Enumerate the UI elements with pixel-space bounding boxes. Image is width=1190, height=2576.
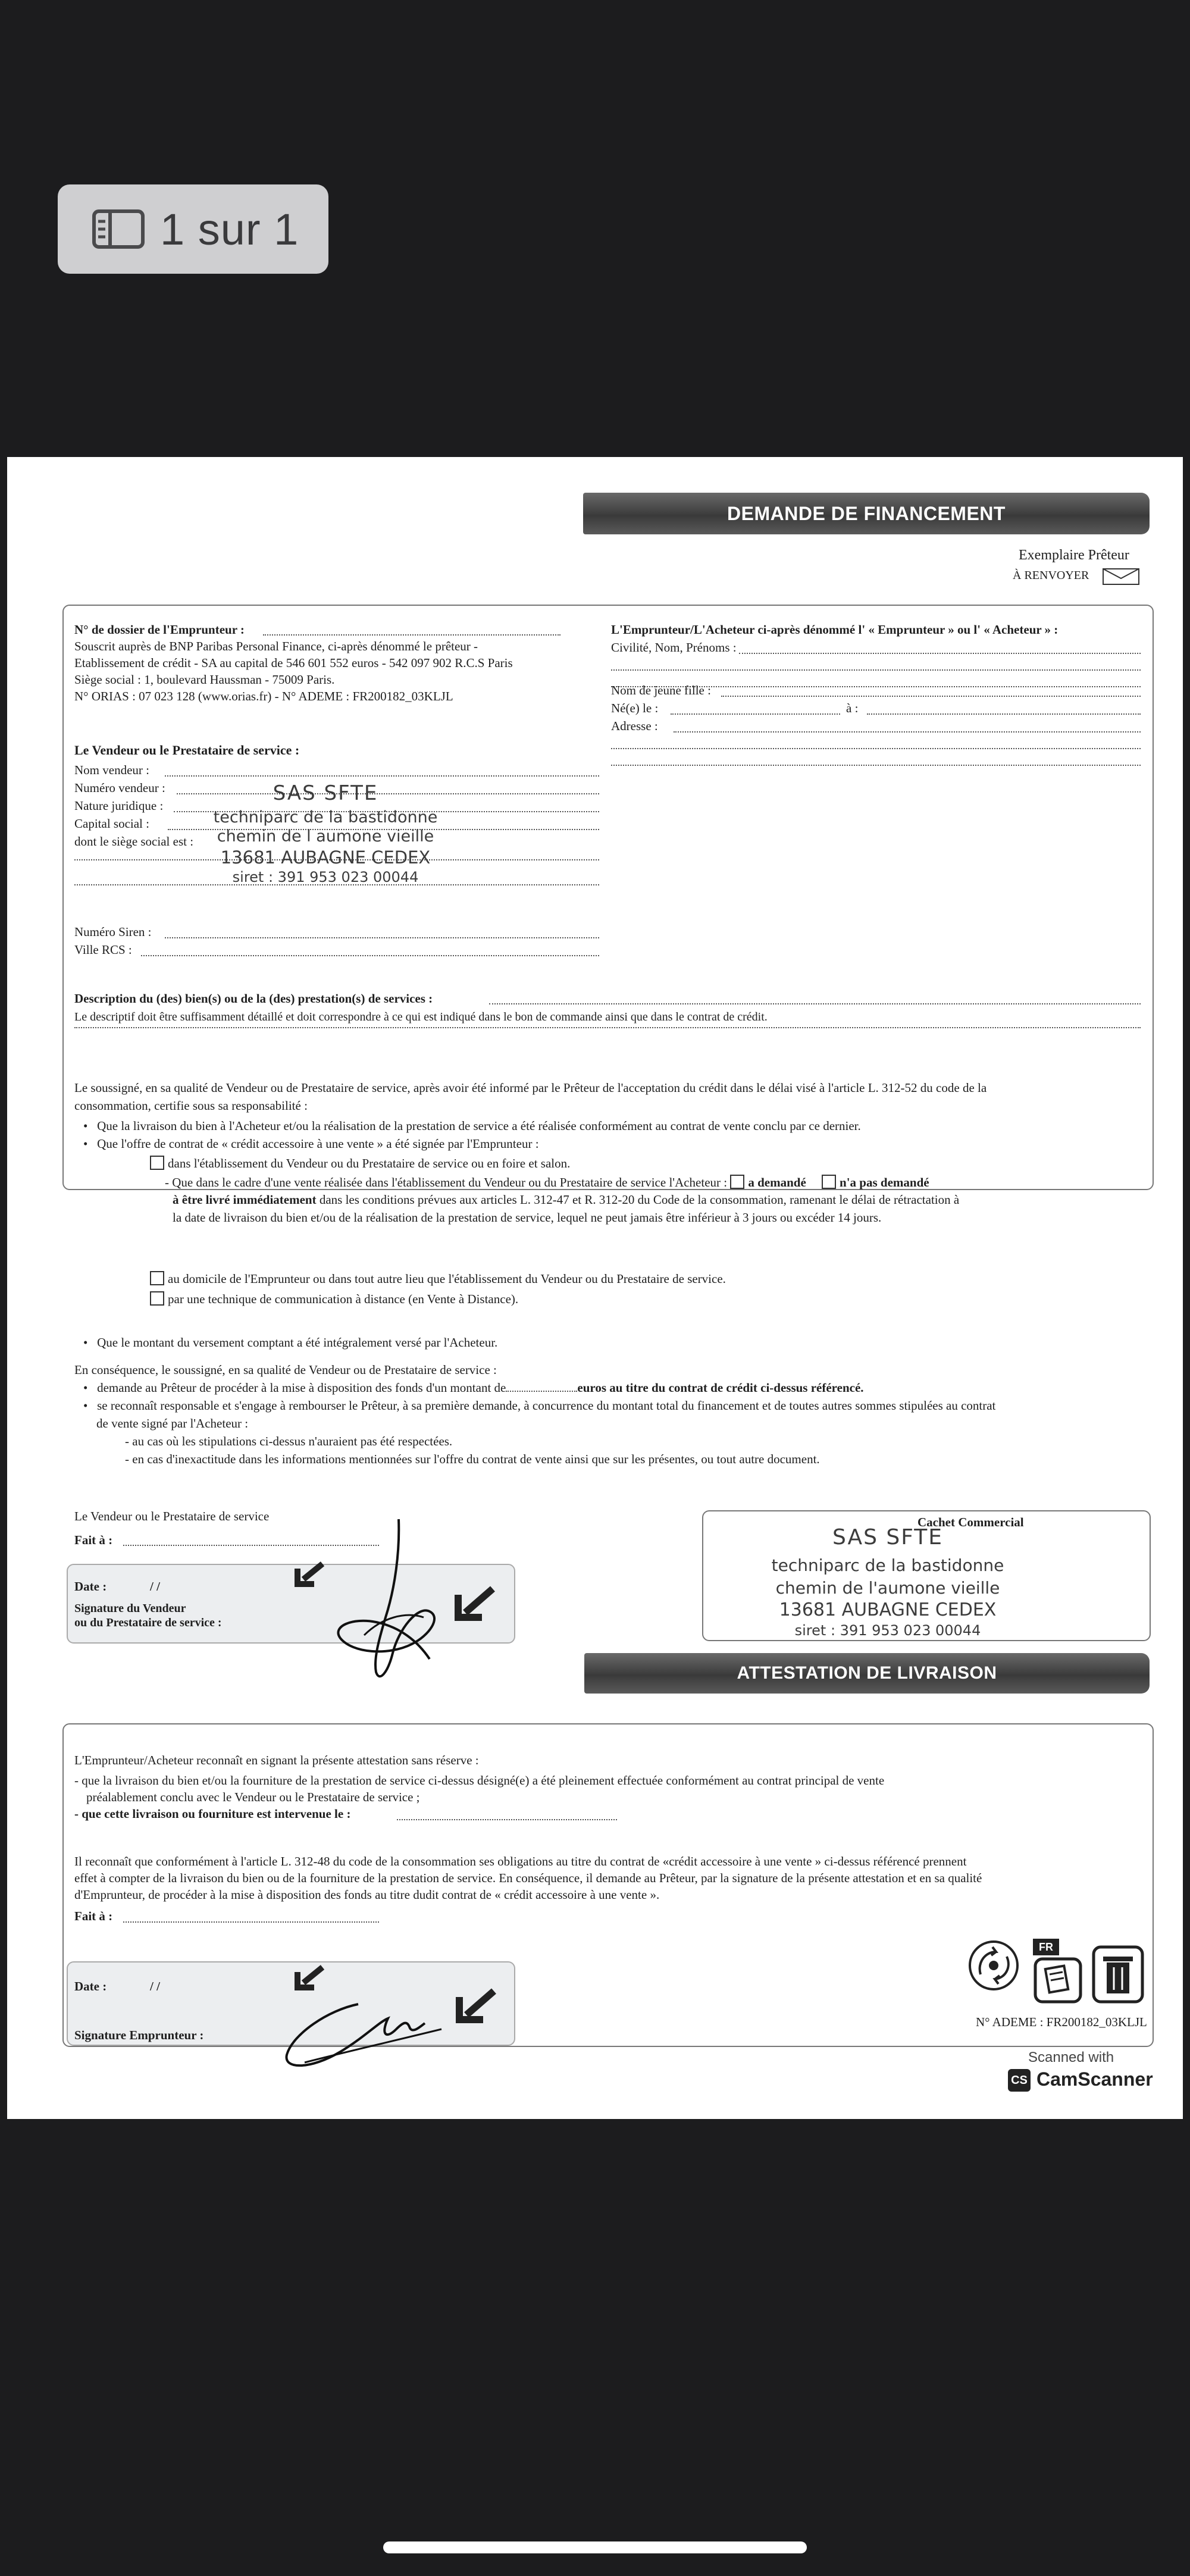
cachet-stamp-line-1: techniparc de la bastidonne	[771, 1555, 1004, 1575]
vendeur-field-siege: dont le siège social est :	[74, 834, 194, 849]
adresse-line-3[interactable]	[611, 765, 1141, 766]
siren-line[interactable]	[165, 937, 599, 938]
civilite-line-2[interactable]	[611, 669, 1141, 671]
consequence-2b: de vente signé par l'Acheteur :	[96, 1416, 249, 1431]
cert-intro-1: Le soussigné, en sa qualité de Vendeur ou de Prestataire de service, après avoir été informé par le Prêteur de l'acceptation du crédit dans le délai visé à l'article L. 312-52 du code de la	[74, 1081, 987, 1095]
vendeur-nom-line[interactable]	[165, 775, 599, 777]
envelope-icon	[1102, 568, 1140, 586]
vendeur-field-capital: Capital social :	[74, 816, 149, 831]
vendeur-stamp-name: SAS SFTE	[273, 781, 378, 805]
scanned-document	[7, 457, 1183, 2119]
vendor-signature-label-2: ou du Prestataire de service :	[74, 1616, 222, 1629]
attestation-band: ATTESTATION DE LIVRAISON	[584, 1653, 1150, 1694]
a-demande-label: a demandé	[748, 1175, 806, 1190]
option-sub-1-text: - Que dans le cadre d'une vente réalisée dans l'établissement du Vendeur ou du Prestataire de service l'Acheteur :	[165, 1175, 728, 1190]
cert-bullet-1-text: Que la livraison du bien à l'Acheteur et/ou la réalisation de la prestation de service a été réalisée conformément au contrat de vente conclu par ce dernier.	[97, 1119, 861, 1133]
option-distance-text: par une technique de communication à distance (en Vente à Distance).	[168, 1292, 519, 1306]
option-sub-2-text: dans les conditions prévues aux articles L. 312-47 et R. 312-20 du Code de la consommation, ramenant le délai de rétractation à	[319, 1192, 960, 1207]
consequence-1-tail: euros au titre du contrat de crédit ci-dessus référencé.	[577, 1381, 864, 1395]
option-domicile-text: au domicile de l'Emprunteur ou dans tout autre lieu que l'établissement du Vendeur ou du Prestataire de service.	[168, 1272, 726, 1286]
exemplaire-label: Exemplaire Prêteur	[1019, 547, 1129, 563]
adresse-line[interactable]	[674, 731, 1141, 733]
camscanner-brand: CamScanner	[1036, 2068, 1153, 2090]
option-sub-3: la date de livraison du bien et/ou de la réalisation de la prestation de service, lequel ne peut jamais être inférieur à 3 jours ou excéder 14 jours.	[173, 1210, 882, 1225]
cachet-title: Cachet Commercial	[917, 1515, 1024, 1529]
consequence-1: • demande au Prêteur de procéder à la mise à disposition des fonds d'un montant de euros au titre du contrat de crédit ci-dessus référencé.	[83, 1381, 864, 1395]
consequence-text: En conséquence, le soussigné, en sa qualité de Vendeur ou de Prestataire de service :	[74, 1363, 497, 1377]
cert-intro-2: consommation, certifie sous sa responsabilité :	[74, 1098, 308, 1113]
option-sub-1	[165, 1175, 929, 1190]
rcs-line[interactable]	[141, 955, 599, 956]
option-etablissement[interactable]	[150, 1156, 570, 1171]
vendeur-field-numero: Numéro vendeur :	[74, 781, 165, 795]
renvoyer-label: À RENVOYER	[1013, 569, 1089, 582]
cachet-stamp-line-3: 13681 AUBAGNE CEDEX	[779, 1600, 997, 1620]
cachet-stamp-name: SAS SFTE	[832, 1525, 944, 1550]
cert-bullet-3-text: Que le montant du versement comptant a été intégralement versé par l'Acheteur.	[97, 1335, 498, 1350]
sign-here-arrow-icon-4	[455, 1984, 502, 2026]
vendor-fait-a: Fait à :	[74, 1533, 113, 1547]
attestation-date-slashes: / /	[150, 1979, 160, 1993]
attestation-p1: L'Emprunteur/Acheteur reconnaît en signant la présente attestation sans réserve :	[74, 1753, 479, 1767]
option-domicile-checkbox[interactable]	[150, 1271, 164, 1285]
pages-icon	[92, 209, 145, 249]
ne-le-line[interactable]	[671, 713, 840, 715]
vendeur-field-nom: Nom vendeur :	[74, 763, 149, 777]
emprunteur-handwritten-signature	[269, 1992, 447, 2076]
consequence-2-text: se reconnaît responsable et s'engage à rembourser le Prêteur, à sa première demande, à concurrence du montant total du financement et de toutes autres sommes stipulées au contrat	[97, 1398, 996, 1413]
option-sub-2	[173, 1192, 959, 1207]
na-pas-demande-label: n'a pas demandé	[840, 1175, 929, 1190]
description-line[interactable]	[489, 1003, 1141, 1004]
livre-immediatement-text: à être livré immédiatement	[173, 1192, 317, 1207]
page-indicator-label: 1 sur 1	[160, 204, 299, 254]
attestation-fait-a-line[interactable]	[123, 1921, 379, 1923]
cert-bullet-1: • Que la livraison du bien à l'Acheteur et/ou la réalisation de la prestation de service a été réalisée conformément au contrat de vente conclu par ce dernier.	[83, 1119, 861, 1133]
vendor-sign-title: Le Vendeur ou le Prestataire de service	[74, 1509, 270, 1523]
cachet-stamp-line-2: chemin de l'aumone vieille	[775, 1578, 1000, 1598]
na-pas-demande-checkbox[interactable]	[822, 1175, 836, 1189]
lender-line-4: N° ORIAS : 07 023 128 (www.orias.fr) - N° ADEME : FR200182_03KLJL	[74, 689, 453, 703]
sign-here-arrow-icon-2	[453, 1582, 501, 1623]
vendor-signature-label-1: Signature du Vendeur	[74, 1602, 186, 1615]
cert-bullet-3: • Que le montant du versement comptant a été intégralement versé par l'Acheteur.	[83, 1335, 498, 1350]
emprunteur-field-jeune-fille: Nom de jeune fille :	[611, 683, 711, 697]
cachet-stamp-siret: siret : 391 953 023 00044	[794, 1622, 981, 1639]
emprunteur-field-adresse: Adresse :	[611, 719, 658, 733]
paper-recycle-icon	[1033, 1957, 1083, 2004]
emprunteur-signature-label: Signature Emprunteur :	[74, 2028, 204, 2042]
recycle-bin-icon	[1091, 1945, 1145, 2004]
consequence-1-text: demande au Prêteur de procéder à la mise à disposition des fonds d'un montant de	[97, 1381, 506, 1395]
attestation-fait-a: Fait à :	[74, 1909, 113, 1923]
page-indicator[interactable]	[58, 184, 328, 274]
attestation-p4a: Il reconnaît que conformément à l'article L. 312-48 du code de la consommation ses obligations au titre du contrat de «crédit accessoire à une vente » ci-dessus référencé prennent	[74, 1854, 967, 1868]
a-demande-checkbox[interactable]	[730, 1175, 744, 1189]
option-domicile[interactable]	[150, 1271, 726, 1287]
consequence-2: • se reconnaît responsable et s'engage à rembourser le Prêteur, à sa première demande, à concurrence du montant total du financement et de toutes autres sommes stipulées au contrat	[83, 1398, 996, 1413]
attestation-p2b: préalablement conclu avec le Vendeur ou le Prestataire de service ;	[86, 1790, 420, 1804]
lender-line-3: Siège social : 1, boulevard Haussman - 75009 Paris.	[74, 672, 335, 687]
ne-a-line[interactable]	[867, 713, 1141, 715]
vendeur-heading: Le Vendeur ou le Prestataire de service :	[74, 743, 300, 758]
home-indicator[interactable]	[383, 2541, 807, 2553]
lender-line-2: Etablissement de crédit - SA au capital de 546 601 552 euros - 542 097 902 R.C.S Paris	[74, 656, 513, 670]
montant-line[interactable]	[506, 1391, 577, 1392]
vendor-date-label: Date :	[74, 1579, 107, 1594]
vendeur-stamp-line-1: techniparc de la bastidonne	[213, 808, 438, 827]
jeune-fille-line[interactable]	[721, 696, 1141, 697]
consequence-2c: - au cas où les stipulations ci-dessus n'auraient pas été respectées.	[125, 1434, 453, 1448]
attestation-date-label: Date :	[74, 1979, 107, 1993]
cert-bullet-2-text: Que l'offre de contrat de « crédit accessoire à une vente » a été signée par l'Emprunteur :	[97, 1137, 539, 1151]
emprunteur-field-a: à :	[846, 701, 859, 715]
siren-label: Numéro Siren :	[74, 925, 152, 939]
description-note: Le descriptif doit être suffisamment détaillé et doit correspondre à ce qui est indiqué dans le bon de commande ainsi que dans le contrat de crédit.	[74, 1010, 768, 1023]
triman-recycle-icon	[965, 1939, 1022, 1992]
vendor-date-slashes: / /	[150, 1579, 160, 1594]
dossier-label: N° de dossier de l'Emprunteur :	[74, 622, 245, 637]
description-line-2[interactable]	[74, 1027, 1141, 1028]
scanned-with-label: Scanned with	[1028, 2049, 1114, 2065]
attestation-p4b: effet à compter de la livraison du bien ou de la fourniture de la prestation de service. En conséquence, il demande au Prêteur, par la signature de la présente attestation et en sa qualité	[74, 1871, 982, 1885]
description-label: Description du (des) bien(s) ou de la (des) prestation(s) de services :	[74, 991, 433, 1006]
vendeur-stamp-siret: siret : 391 953 023 00044	[232, 869, 419, 885]
emprunteur-heading: L'Emprunteur/L'Acheteur ci-après dénommé l' « Emprunteur » ou l' « Acheteur » :	[611, 622, 1059, 637]
recycle-badge-fr: FR	[1033, 1939, 1059, 1955]
camscanner-logo: CS	[1008, 2069, 1031, 2092]
livraison-date-line[interactable]	[397, 1819, 617, 1820]
vendor-handwritten-signature	[328, 1516, 447, 1683]
title-band: DEMANDE DE FINANCEMENT	[583, 493, 1150, 534]
sign-here-arrow-icon-3	[293, 1961, 334, 1991]
attestation-ademe: N° ADEME : FR200182_03KLJL	[976, 2015, 1147, 2029]
attestation-p4c: d'Emprunteur, de procéder à la mise à disposition des fonds au titre dudit contrat de « crédit accessoire à une vente ».	[74, 1888, 660, 1902]
emprunteur-field-civilite: Civilité, Nom, Prénoms :	[611, 640, 737, 655]
lender-line-1: Souscrit auprès de BNP Paribas Personal Finance, ci-après dénommé le prêteur -	[74, 639, 478, 653]
attestation-p2a: - que la livraison du bien et/ou la fourniture de la prestation de service ci-dessus désigné(e) a été pleinement effectuée conformément au contrat principal de vente	[74, 1773, 885, 1788]
cert-bullet-2: • Que l'offre de contrat de « crédit accessoire à une vente » a été signée par l'Emprunteur :	[83, 1137, 539, 1151]
civilite-line[interactable]	[739, 653, 1141, 654]
rcs-label: Ville RCS :	[74, 943, 132, 957]
option-etablissement-text: dans l'établissement du Vendeur ou du Prestataire de service ou en foire et salon.	[168, 1156, 571, 1170]
option-distance[interactable]	[150, 1291, 518, 1307]
vendeur-stamp-line-2: chemin de l aumone vieille	[217, 827, 434, 846]
adresse-line-2[interactable]	[611, 748, 1141, 749]
consequence-2d: - en cas d'inexactitude dans les informations mentionnées sur l'offre du contrat de vente ainsi que sur les présentes, ou tout autre document.	[125, 1452, 820, 1466]
option-etablissement-checkbox[interactable]	[150, 1156, 164, 1170]
emprunteur-field-ne-le: Né(e) le :	[611, 701, 659, 715]
vendeur-field-nature: Nature juridique :	[74, 799, 164, 813]
option-distance-checkbox[interactable]	[150, 1291, 164, 1306]
attestation-p3: - que cette livraison ou fourniture est intervenue le :	[74, 1807, 351, 1821]
vendeur-stamp-line-3: 13681 AUBAGNE CEDEX	[220, 847, 431, 868]
dossier-line[interactable]	[263, 634, 560, 636]
